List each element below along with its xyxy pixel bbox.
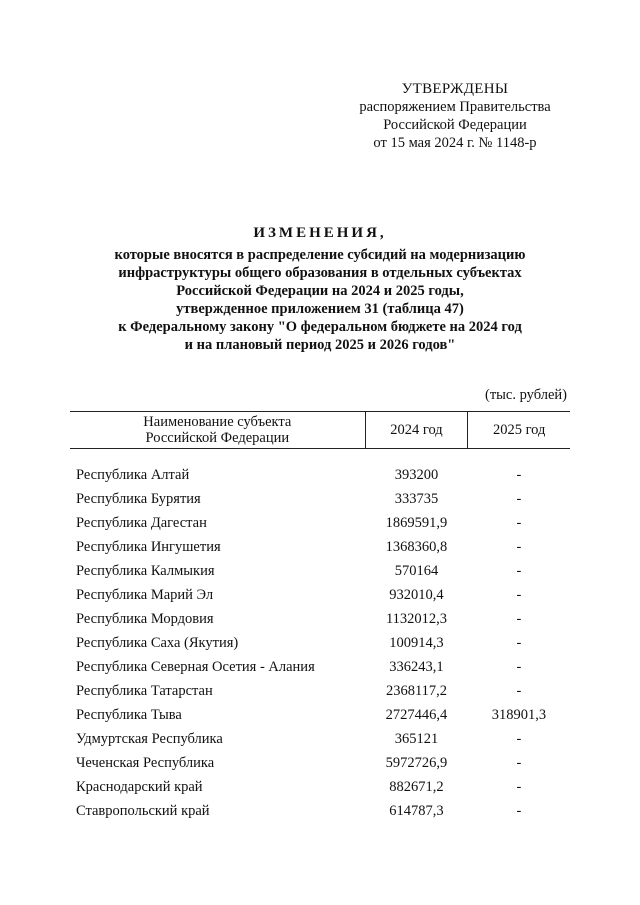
subtitle-line: и на плановый период 2025 и 2026 годов" (184, 337, 456, 353)
approval-line-3: от 15 мая 2024 г. № 1148-р (373, 135, 537, 151)
approval-heading: УТВЕРЖДЕНЫ (401, 81, 509, 97)
region-name: Ставропольский край (76, 802, 210, 819)
value-2025: - (516, 658, 522, 675)
document-subtitle (60, 246, 580, 354)
table-row (70, 799, 570, 823)
subsidy-table (70, 411, 570, 823)
subtitle-line: утвержденное приложением 31 (таблица 47) (176, 301, 464, 317)
table-row (70, 751, 570, 775)
value-2024: 2727446,4 (385, 706, 448, 723)
value-2025: - (516, 610, 522, 627)
region-name: Удмуртская Республика (76, 730, 223, 747)
region-name: Республика Саха (Якутия) (76, 634, 239, 651)
subsidy-table-container (70, 411, 570, 823)
value-2024: 1368360,8 (385, 538, 448, 555)
column-header-2024: 2024 год (365, 412, 468, 449)
region-name: Республика Ингушетия (76, 538, 221, 555)
region-name: Республика Алтай (76, 466, 190, 483)
table-spacer-row (70, 449, 570, 464)
value-2024: 570164 (394, 562, 439, 579)
value-2025: - (516, 778, 522, 795)
region-name: Республика Калмыкия (76, 562, 215, 579)
table-row (70, 775, 570, 799)
value-2024: 614787,3 (389, 802, 444, 819)
value-2025: - (516, 466, 522, 483)
column-header-2025: 2025 год (468, 412, 570, 449)
approval-line-2: Российской Федерации (383, 117, 527, 133)
column-header-region (70, 412, 365, 449)
value-2025: - (516, 754, 522, 771)
value-2025: - (516, 682, 522, 699)
value-2024: 2368117,2 (385, 682, 448, 699)
table-row (70, 727, 570, 751)
document-title: ИЗМЕНЕНИЯ, (253, 225, 387, 241)
value-2024: 365121 (394, 730, 439, 747)
value-2024: 5972726,9 (385, 754, 448, 771)
table-row (70, 487, 570, 511)
region-name: Республика Тыва (76, 706, 182, 723)
region-name: Республика Северная Осетия - Алания (76, 658, 315, 675)
column-header-region-line-1: Наименование субъекта (143, 414, 292, 430)
subtitle-line: Российской Федерации на 2024 и 2025 годы, (176, 283, 464, 299)
table-row (70, 511, 570, 535)
units-label: (тыс. рублей) (485, 387, 567, 403)
value-2025: 318901,3 (491, 706, 547, 723)
value-2025: - (516, 562, 522, 579)
value-2024: 393200 (394, 466, 439, 483)
subtitle-line: которые вносятся в распределение субсидий на модернизацию (114, 247, 526, 263)
region-name: Краснодарский край (76, 778, 203, 795)
subtitle-line: инфраструктуры общего образования в отдельных субъектах (118, 265, 522, 281)
value-2025: - (516, 730, 522, 747)
column-header-region-line-2: Российской Федерации (145, 430, 290, 446)
table-row (70, 535, 570, 559)
value-2024: 100914,3 (389, 634, 444, 651)
approval-line-1: распоряжением Правительства (359, 99, 551, 115)
value-2025: - (516, 514, 522, 531)
value-2024: 333735 (394, 490, 439, 507)
table-row (70, 583, 570, 607)
region-name: Республика Марий Эл (76, 586, 214, 603)
subtitle-line: к Федеральному закону "О федеральном бюджете на 2024 год (118, 319, 522, 335)
table-row (70, 559, 570, 583)
region-name: Республика Мордовия (76, 610, 214, 627)
value-2024: 882671,2 (389, 778, 444, 795)
region-name: Республика Татарстан (76, 682, 213, 699)
region-name: Чеченская Республика (76, 754, 215, 771)
value-2024: 1869591,9 (385, 514, 448, 531)
table-row (70, 631, 570, 655)
value-2024: 336243,1 (389, 658, 444, 675)
approval-block (330, 80, 580, 152)
region-name: Республика Дагестан (76, 514, 207, 531)
table-row (70, 679, 570, 703)
value-2025: - (516, 586, 522, 603)
table-header-row (70, 412, 570, 449)
table-row (70, 607, 570, 631)
value-2024: 1132012,3 (385, 610, 448, 627)
table-row (70, 463, 570, 487)
value-2025: - (516, 634, 522, 651)
value-2025: - (516, 538, 522, 555)
table-row (70, 655, 570, 679)
value-2025: - (516, 802, 522, 819)
value-2025: - (516, 490, 522, 507)
region-name: Республика Бурятия (76, 490, 201, 507)
value-2024: 932010,4 (389, 586, 444, 603)
table-row (70, 703, 570, 727)
